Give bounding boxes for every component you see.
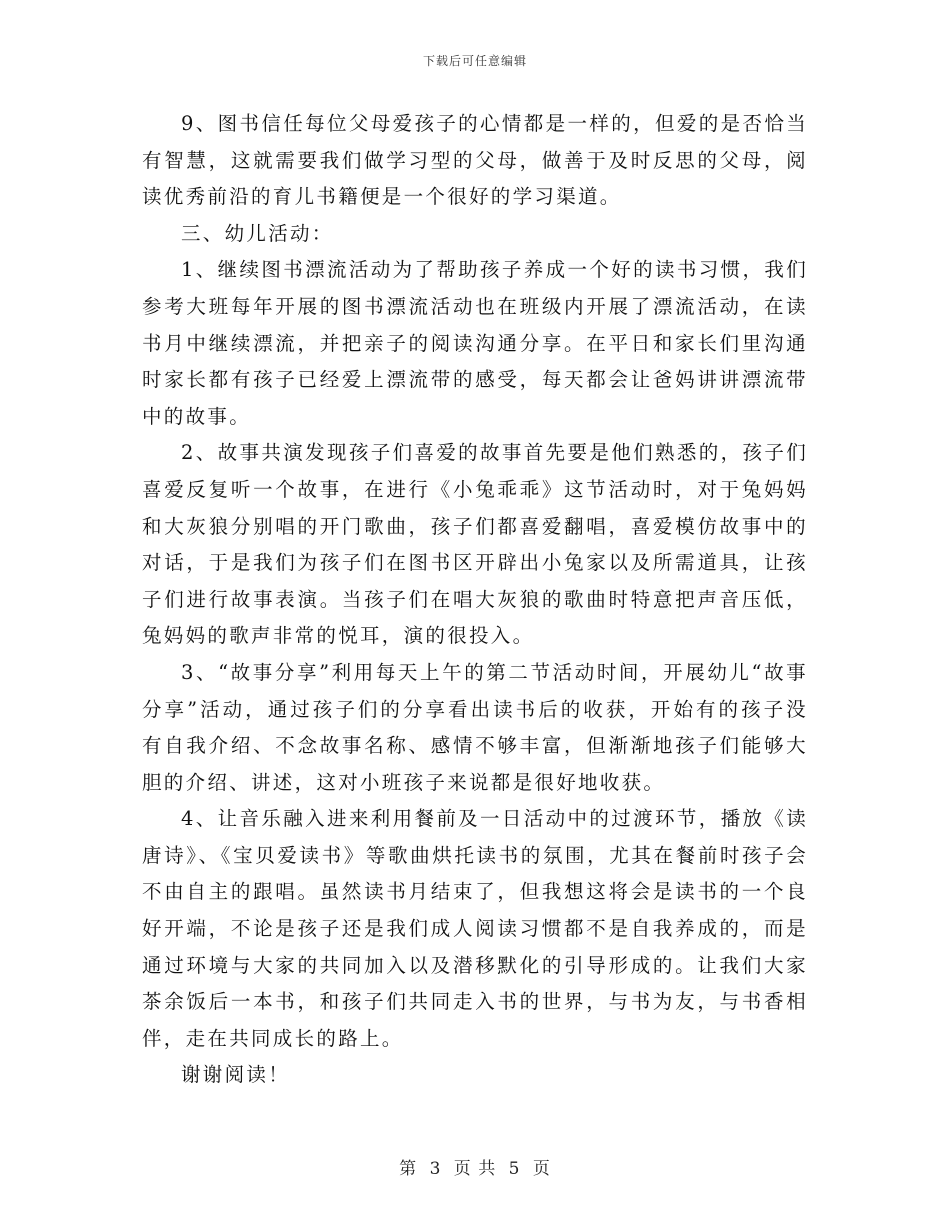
footer-suffix: 页: [532, 1159, 551, 1179]
page-header-note: 下载后可任意编辑: [422, 54, 527, 68]
paragraph-music: 4、让音乐融入进来利用餐前及一日活动中的过渡环节，播放《读唐诗》、《宝贝爱读书》等歌曲烘托读书的氛围，尤其在餐前时孩子会不由自主的跟唱。虽然读书月结束了，但我想这将会是读书的一个良好开端，不论是孩子还是我们成人阅读习惯都不是自我养成的，而是通过环境与大家的共同加入以及潜移默化的引导形成的。让我们大家茶余饭后一本书，和孩子们共同走入书的世界，与书为友，与书香相伴，走在共同成长的路上。: [142, 807, 808, 1050]
footer-current-page: 3: [429, 1159, 442, 1179]
footer-prefix: 第: [399, 1159, 418, 1179]
document-body: [142, 106, 808, 1094]
section-heading-child-activities: 三、幼儿活动：: [181, 221, 334, 245]
paragraph-story-performance: 2、故事共演发现孩子们喜爱的故事首先要是他们熟悉的，孩子们喜爱反复听一个故事，在进行《小兔乖乖》这节活动时，对于兔妈妈和大灰狼分别唱的开门歌曲，孩子们都喜爱翻唱，喜爱模仿故事中的对话，于是我们为孩子们在图书区开辟出小兔家以及所需道具，让孩子们进行故事表演。当孩子们在唱大灰狼的歌曲时特意把声音压低，兔妈妈的歌声非常的悦耳，演的很投入。: [142, 441, 808, 648]
footer-middle: 页 共: [453, 1159, 497, 1179]
paragraph-book-drifting: 1、继续图书漂流活动为了帮助孩子养成一个好的读书习惯，我们参考大班每年开展的图书漂流活动也在班级内开展了漂流活动，在读书月中继续漂流，并把亲子的阅读沟通分享。在平日和家长们里沟通时家长都有孩子已经爱上漂流带的感受，每天都会让爸妈讲讲漂流带中的故事。: [142, 258, 808, 428]
footer-total-pages: 5: [508, 1159, 521, 1179]
paragraph-item-9: 9、图书信任每位父母爱孩子的心情都是一样的，但爱的是否恰当有智慧，这就需要我们做学习型的父母，做善于及时反思的父母，阅读优秀前沿的育儿书籍便是一个很好的学习渠道。: [142, 112, 808, 209]
closing-thanks: 谢谢阅读！: [181, 1063, 291, 1087]
page-footer: [0, 1154, 950, 1179]
paragraph-story-sharing: 3、“故事分享”利用每天上午的第二节活动时间，开展幼儿“故事分享”活动，通过孩子们的分享看出读书后的收获，开始有的孩子没有自我介绍、不念故事名称、感情不够丰富，但渐渐地孩子们能够大胆的介绍、讲述，这对小班孩子来说都是很好地收获。: [142, 660, 808, 794]
